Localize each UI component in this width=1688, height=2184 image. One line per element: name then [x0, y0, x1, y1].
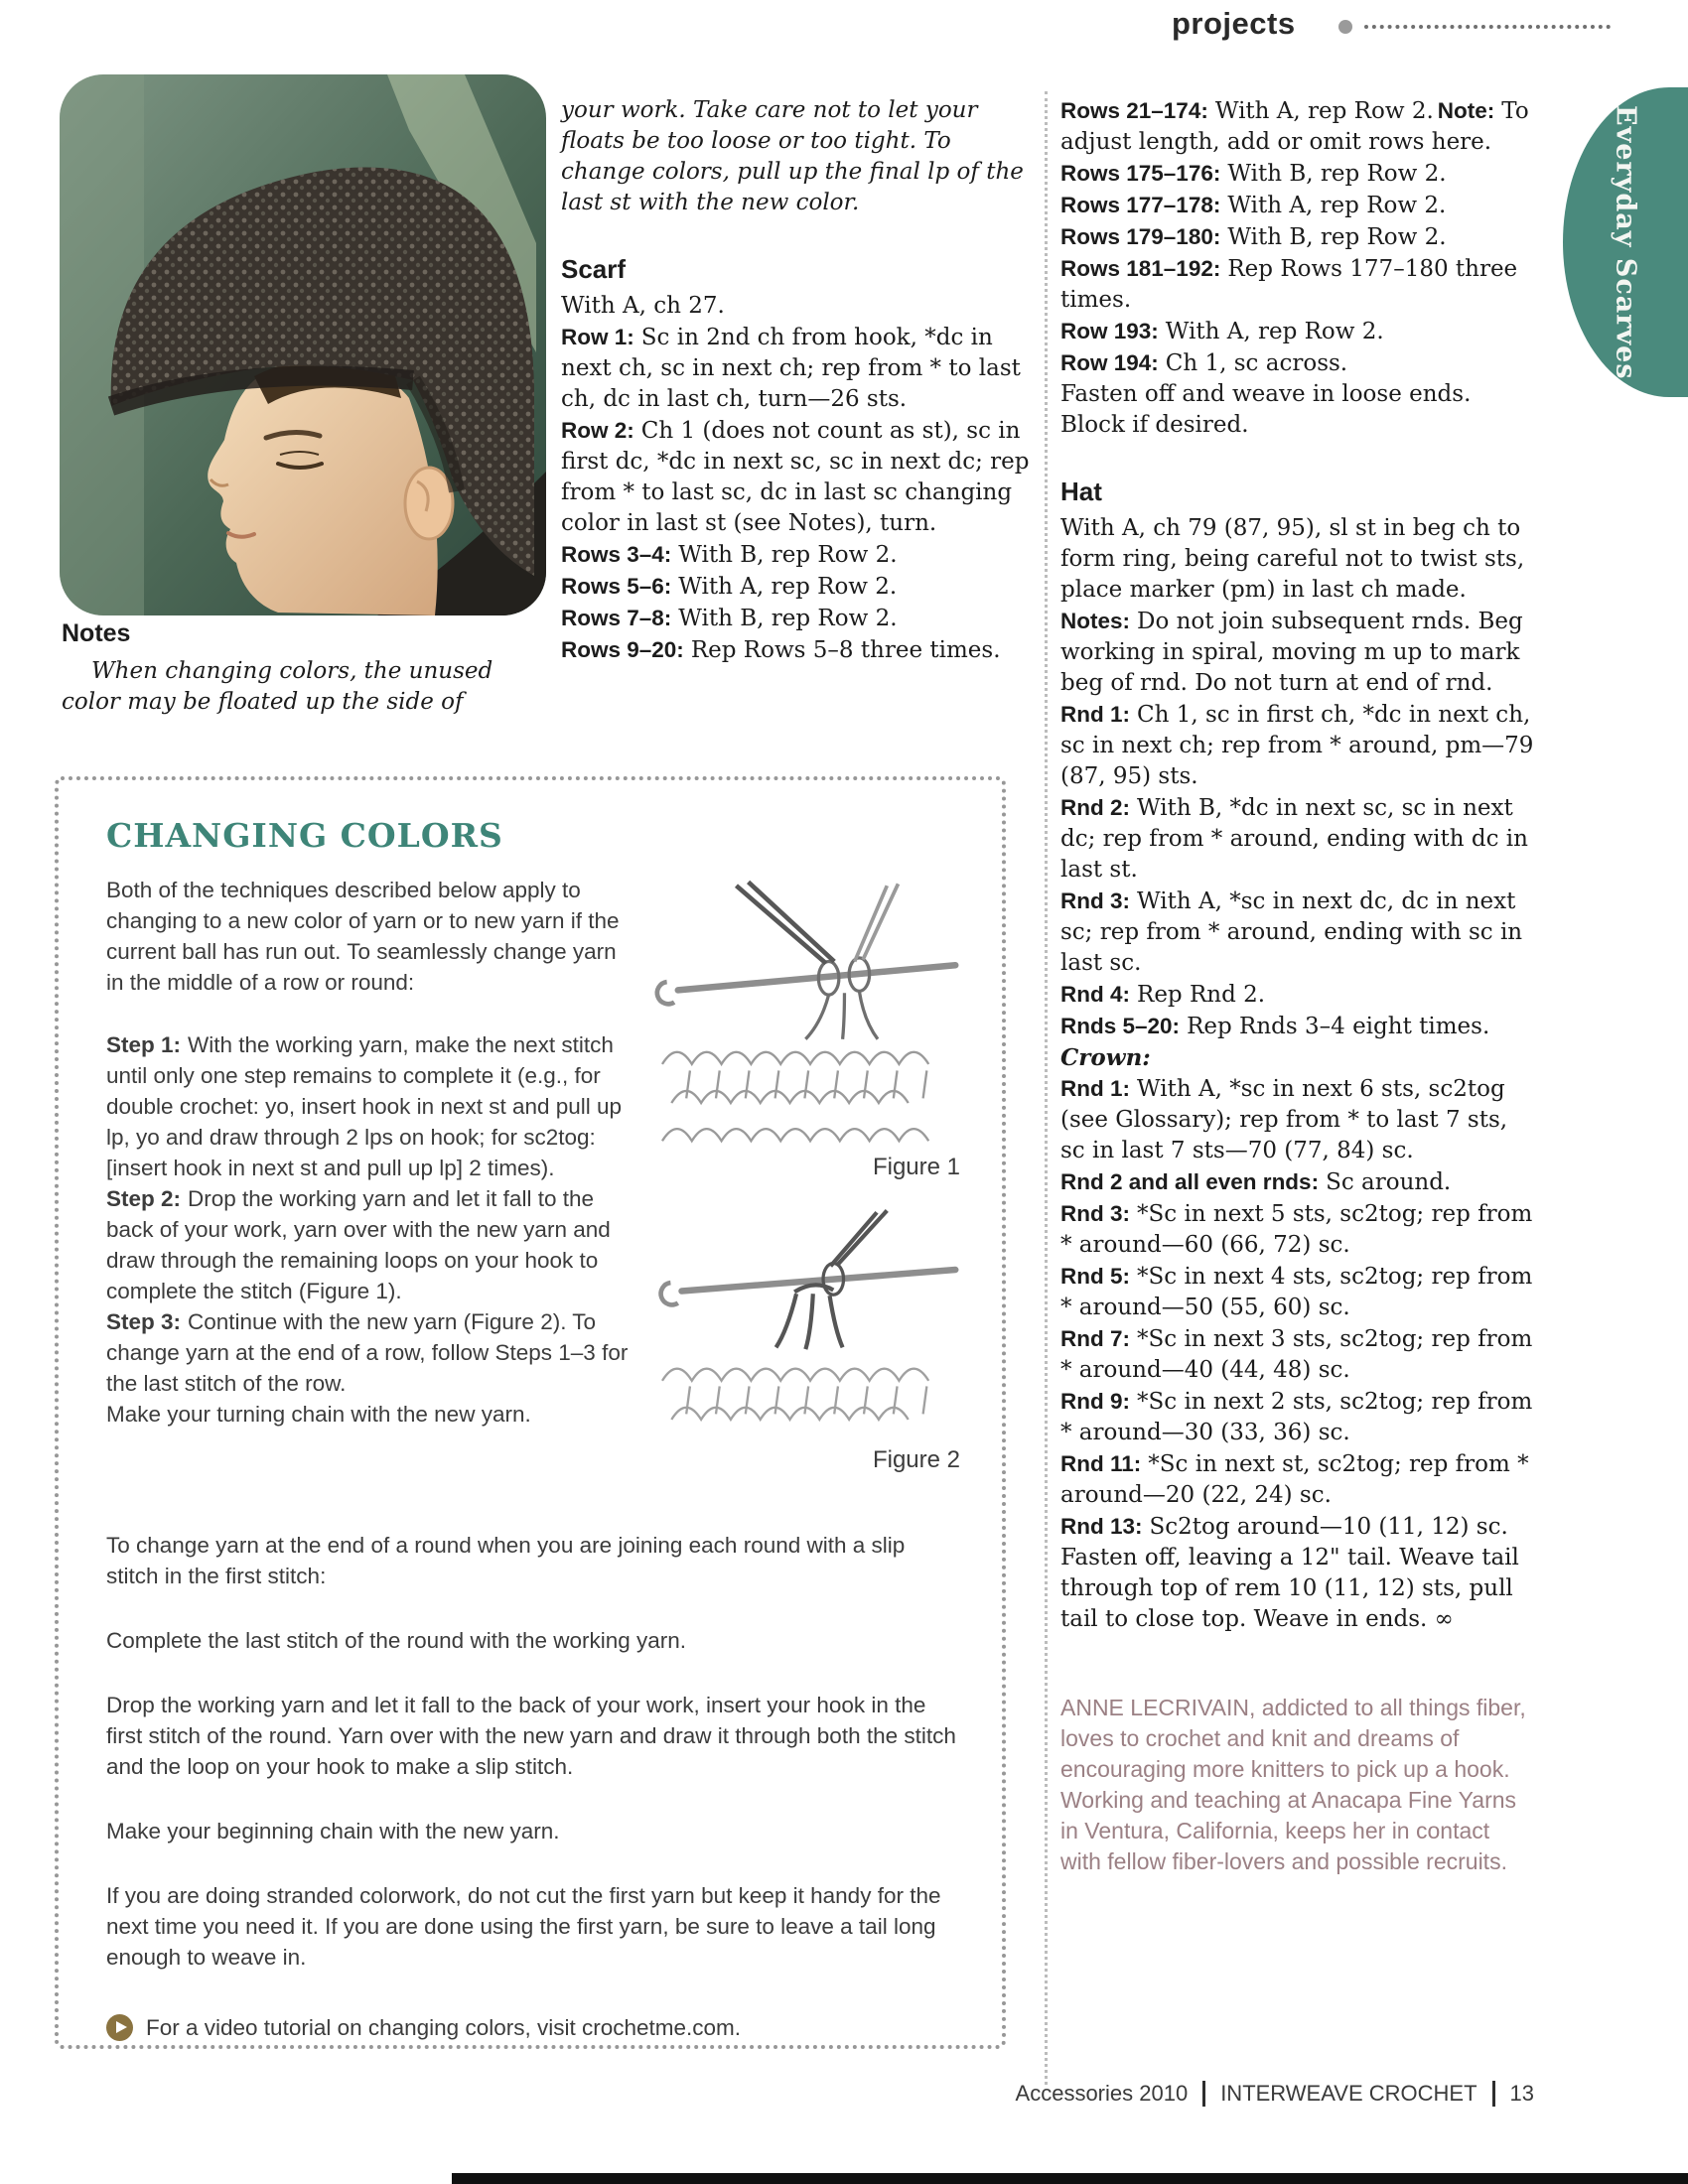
- box-full-width: [106, 1530, 962, 2043]
- row-label: Rows 9–20:: [561, 637, 684, 662]
- row-label: Rows 5–6:: [561, 574, 672, 599]
- row-label: Rnd 5:: [1060, 1264, 1130, 1289]
- pattern-row: [1060, 1386, 1535, 1448]
- row-text: Ch 1, sc in first ch, *dc in next ch, sc in next ch; rep from * around, pm—79 (87, 95) sts.: [1060, 702, 1534, 789]
- notes-text: Do not join subsequent rnds. Beg working in spiral, moving m up to mark beg of rnd. Do not turn at end of rnd.: [1060, 609, 1523, 696]
- pattern-row: [561, 322, 1036, 415]
- row-label: Rows 181–192:: [1060, 256, 1221, 281]
- header-dot-icon: [1338, 20, 1352, 34]
- row-text: Sc around.: [1326, 1169, 1452, 1195]
- pattern-row: [1060, 158, 1535, 190]
- footer-page-number: 13: [1509, 2081, 1534, 2106]
- footer-magazine: INTERWEAVE CROCHET: [1220, 2081, 1477, 2106]
- box-title: CHANGING COLORS: [106, 816, 503, 855]
- hat-notes: [1060, 606, 1535, 699]
- play-icon: [106, 2014, 133, 2041]
- box-columns: [106, 875, 962, 1496]
- pattern-row: [1060, 253, 1535, 316]
- row-text: With B, *dc in next sc, sc in next dc; rep from * around, ending with dc in last st.: [1060, 795, 1528, 883]
- row-text: With A, *sc in next 6 sts, sc2tog (see Glossary); rep from * to last 7 sts, sc in last 7 sts—70 (77, 84) sc.: [1060, 1076, 1508, 1163]
- header-dotted-rule: [1364, 25, 1611, 29]
- step-text: Continue with the new yarn (Figure 2). To change yarn at the end of a row, follow Steps 1–3 for the last stitch of the row.: [106, 1309, 629, 1396]
- row-label: Rnd 11:: [1060, 1451, 1142, 1476]
- row-text: Sc in 2nd ch from hook, *dc in next ch, sc in next ch; rep from * to last ch, dc in last ch, turn—26 sts.: [561, 325, 1021, 412]
- notes-label: Notes:: [1060, 609, 1131, 633]
- row-text: With A, rep Row 2.: [1227, 193, 1447, 218]
- footer-issue: Accessories 2010: [1015, 2081, 1189, 2106]
- scarf-intro: your work. Take care not to let your floats be too loose or too tight. To change colors, pull up the final lp of the last st with the new color.: [561, 97, 1024, 215]
- row-text: Ch 1 (does not count as st), sc in first dc, *dc in next sc, sc in next dc; rep from * to last sc, dc in last sc changing color in last st (see Notes), turn.: [561, 418, 1030, 536]
- row-text: With A, rep Row 2.: [678, 574, 898, 600]
- row-text: With B, rep Row 2.: [1227, 224, 1447, 250]
- pattern-row: [1060, 1166, 1535, 1198]
- everyday-scarves-tab: [1563, 87, 1688, 397]
- row-text: Rep Rows 177–180 three times.: [1060, 256, 1518, 313]
- row-label: Row 1:: [561, 325, 634, 349]
- row-text: With A, rep Row 2.: [1214, 98, 1434, 124]
- row-text: *Sc in next 3 sts, sc2tog; rep from * around—40 (44, 48) sc.: [1060, 1326, 1533, 1383]
- pattern-closing: Fasten off, leaving a 12" tail. Weave tail through top of rem 10 (11, 12) sts, pull tail to close top. Weave in ends. ∞: [1060, 1545, 1519, 1632]
- pattern-row: [1060, 979, 1535, 1011]
- footer-divider: [1492, 2081, 1495, 2107]
- box-intro: Both of the techniques described below apply to changing to a new color of yarn or to new yarn if the current ball has run out. To seamlessly change yarn in the middle of a row or round:: [106, 878, 620, 995]
- row-label: Rnd 1:: [1060, 1076, 1130, 1101]
- notes-section: [62, 619, 550, 718]
- step-paragraph: [106, 1183, 636, 1306]
- model-photo: [60, 74, 546, 615]
- row-label: Rnd 2 and all even rnds:: [1060, 1169, 1320, 1194]
- pattern-row: [1060, 1073, 1535, 1166]
- footer-divider: [1202, 2081, 1205, 2107]
- pattern-row: [1060, 886, 1535, 979]
- round-intro: To change yarn at the end of a round when you are joining each round with a slip stitch in the first stitch:: [106, 1532, 906, 1588]
- hat-column: [1060, 95, 1535, 1877]
- row-text: With A, *sc in next dc, dc in next sc; rep from * around, ending with sc in last sc.: [1060, 888, 1523, 976]
- step-label: Step 2:: [106, 1186, 182, 1211]
- round-step: If you are doing stranded colorwork, do not cut the first yarn but keep it handy for the next time you need it. If you are done using the first yarn, be sure to leave a tail long enough to weave in.: [106, 1882, 941, 1970]
- row-label: Rows 21–174:: [1060, 98, 1208, 123]
- pattern-row: [1060, 95, 1535, 158]
- figure-caption: Figure 1: [872, 1154, 960, 1181]
- round-step: Complete the last stitch of the round with the working yarn.: [106, 1627, 687, 1653]
- pattern-row: [1060, 316, 1535, 347]
- row-label: Rnds 5–20:: [1060, 1014, 1181, 1038]
- row-label: Row 193:: [1060, 319, 1159, 343]
- pattern-row: [1060, 1448, 1535, 1511]
- finishing-text: Fasten off and weave in loose ends. Block if desired.: [1060, 381, 1472, 438]
- row-label: Rows 3–4:: [561, 542, 672, 567]
- row-label: Rows 7–8:: [561, 606, 672, 630]
- step-text: With the working yarn, make the next stitch until only one step remains to complete it (e.g., for double crochet: yo, insert hook in next st and pull up lp, yo and draw through 2 lps on hook; for sc2tog: [insert hook in next st and pull up lp] 2 times).: [106, 1032, 623, 1180]
- step-label: Step 3:: [106, 1309, 182, 1334]
- row-text: With B, rep Row 2.: [1227, 161, 1447, 187]
- row-text: With B, rep Row 2.: [678, 542, 898, 568]
- row-label: Row 194:: [1060, 350, 1159, 375]
- row-label: Rows 175–176:: [1060, 161, 1221, 186]
- row-text: Sc2tog around—10 (11, 12) sc.: [1149, 1514, 1508, 1540]
- round-step: Drop the working yarn and let it fall to the back of your work, insert your hook in the first stitch of the round. Yarn over with the new yarn and draw it through both the stitch and the loop on your hook to make a slip stitch.: [106, 1692, 956, 1779]
- note-label: Note:: [1437, 98, 1495, 123]
- hat-heading: Hat: [1060, 477, 1102, 506]
- changing-colors-box: [55, 776, 1006, 2049]
- pattern-row: [1060, 1011, 1535, 1042]
- row-label: Rnd 4:: [1060, 982, 1130, 1007]
- bottom-bar: [452, 2173, 1688, 2184]
- pattern-row: [561, 571, 1036, 603]
- pattern-row: [1060, 1198, 1535, 1261]
- column-divider: [1045, 91, 1048, 2085]
- row-label: Rows 177–178:: [1060, 193, 1221, 217]
- row-label: Rows 179–180:: [1060, 224, 1221, 249]
- round-step: Make your beginning chain with the new yarn.: [106, 1818, 560, 1843]
- row-text: Rep Rnds 3–4 eight times.: [1187, 1014, 1490, 1039]
- box-text-column: [106, 875, 636, 1496]
- pattern-row: [561, 415, 1036, 539]
- row-label: Rnd 3:: [1060, 1201, 1130, 1226]
- figure-1-illustration: [648, 875, 972, 1152]
- footer: [1016, 2081, 1534, 2107]
- row-text: With B, rep Row 2.: [678, 606, 898, 631]
- author-bio: ANNE LECRIVAIN, addicted to all things fiber, loves to crochet and knit and dreams of encouraging more knitters to pick up a hook. Working and teaching at Anacapa Fine Yarns in Ventura, California, keeps her in contact with fellow fiber-lovers and possible recruits.: [1060, 1695, 1526, 1874]
- row-text: Rep Rnd 2.: [1137, 982, 1266, 1008]
- row-text: *Sc in next 2 sts, sc2tog; rep from * around—30 (33, 36) sc.: [1060, 1389, 1533, 1445]
- row-label: Rnd 2:: [1060, 795, 1130, 820]
- box-figures-column: [648, 875, 972, 1496]
- row-label: Rnd 1:: [1060, 702, 1130, 727]
- notes-body: When changing colors, the unused color may be floated up the side of: [62, 658, 493, 715]
- row-text: Ch 1, sc across.: [1165, 350, 1348, 376]
- notes-heading: Notes: [62, 619, 131, 647]
- row-label: Rnd 13:: [1060, 1514, 1143, 1539]
- pattern-row: [1060, 347, 1535, 379]
- row-label: Rnd 7:: [1060, 1326, 1130, 1351]
- figure-caption: Figure 2: [872, 1445, 960, 1473]
- row-text: *Sc in next 5 sts, sc2tog; rep from * around—60 (66, 72) sc.: [1060, 1201, 1533, 1258]
- pattern-row: [561, 603, 1036, 634]
- row-label: Rnd 3:: [1060, 888, 1130, 913]
- photo-illustration: [60, 74, 546, 615]
- scarf-cast-on: With A, ch 27.: [561, 293, 725, 319]
- hat-cast-on: With A, ch 79 (87, 95), sl st in beg ch to form ring, being careful not to twist sts, place marker (pm) in last ch made.: [1060, 515, 1525, 603]
- projects-title: projects: [1172, 6, 1296, 41]
- scarf-column: [561, 95, 1036, 666]
- tab-label: Everyday Scarves: [1610, 104, 1641, 380]
- crown-heading: Crown:: [1060, 1044, 1151, 1071]
- row-text: *Sc in next 4 sts, sc2tog; rep from * around—50 (55, 60) sc.: [1060, 1264, 1533, 1320]
- pattern-row: [1060, 1261, 1535, 1323]
- pattern-row: [561, 539, 1036, 571]
- turning-chain-note: Make your turning chain with the new yarn.: [106, 1402, 531, 1427]
- row-label: Row 2:: [561, 418, 634, 443]
- pattern-row: [1060, 221, 1535, 253]
- video-text: For a video tutorial on changing colors, visit crochetme.com.: [146, 2014, 742, 2040]
- video-tutorial-note: [106, 2012, 962, 2043]
- row-text: With A, rep Row 2.: [1165, 319, 1384, 344]
- pattern-row: [561, 634, 1036, 666]
- row-text: *Sc in next st, sc2tog; rep from * around—20 (22, 24) sc.: [1060, 1451, 1529, 1508]
- step-paragraph: [106, 1029, 636, 1183]
- pattern-row: [1060, 190, 1535, 221]
- row-text: Rep Rows 5–8 three times.: [690, 637, 1001, 663]
- step-label: Step 1:: [106, 1032, 182, 1057]
- pattern-row: [1060, 1511, 1535, 1543]
- step-text: Drop the working yarn and let it fall to the back of your work, yarn over with the new yarn and draw through the remaining loops on your hook to complete the stitch (Figure 1).: [106, 1186, 611, 1303]
- pattern-row: [1060, 699, 1535, 792]
- pattern-row: [1060, 1323, 1535, 1386]
- pattern-row: [1060, 792, 1535, 886]
- note-text: To adjust length, add or omit rows here.: [1060, 98, 1529, 155]
- scarf-heading: Scarf: [561, 254, 627, 284]
- row-label: Rnd 9:: [1060, 1389, 1130, 1414]
- step-paragraph: [106, 1306, 636, 1399]
- figure-2-illustration: [648, 1203, 972, 1443]
